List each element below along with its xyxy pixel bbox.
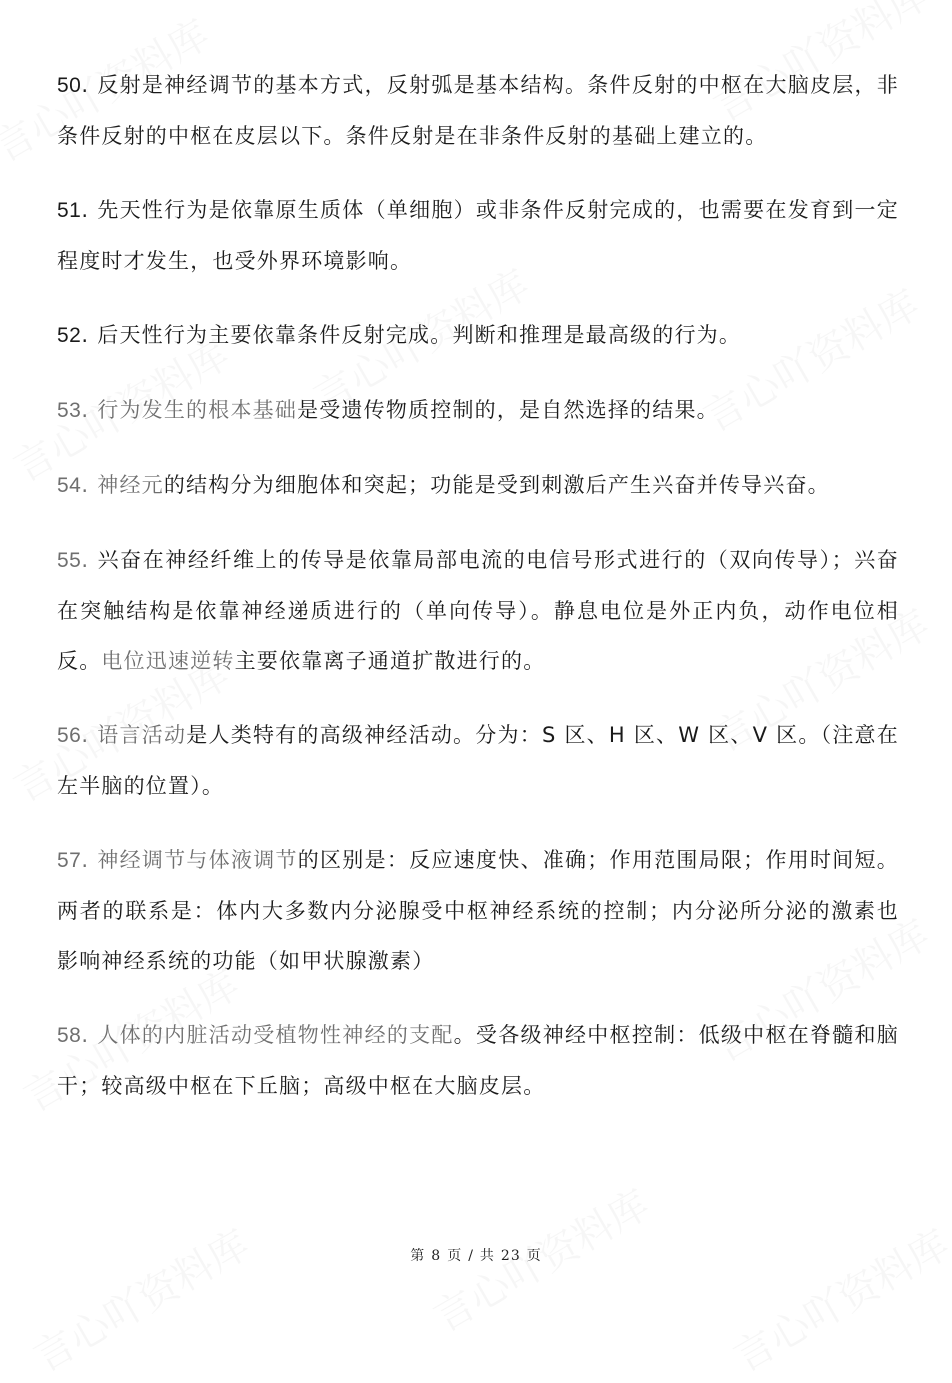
footer-prefix: 第 bbox=[410, 1248, 426, 1264]
page-footer bbox=[0, 1245, 952, 1265]
watermark bbox=[22, 1214, 258, 1383]
total-pages: 23 bbox=[500, 1248, 521, 1264]
item-text: 是人类特有的高级神经活动。分为：S 区、H 区、W 区、V 区。（注意在左半脑的位置）。 bbox=[57, 723, 899, 798]
item-text-highlight: 语言活动 bbox=[97, 723, 187, 747]
footer-page-unit: 页 bbox=[447, 1248, 463, 1264]
page-number: 8 bbox=[431, 1248, 442, 1264]
item-text: 兴奋在神经纤维上的传导是依靠局部电流的电信号形式进行的（双向传导）；兴奋在突触结构是依靠神经递质进行的（单向传导）。静息电位是外正内负，动作电位相反。 bbox=[57, 548, 899, 673]
item-text: 的结构分为细胞体和突起；功能是受到刺激后产生兴奋并传导兴奋。 bbox=[163, 473, 830, 497]
item-text-highlight: 电位迅速逆转 bbox=[101, 649, 235, 673]
footer-separator: / bbox=[468, 1248, 474, 1264]
item-text: 是受遗传物质控制的，是自然选择的结果。 bbox=[297, 398, 719, 422]
item-text-highlight: 行为发生的根本基础 bbox=[97, 398, 298, 422]
item-58: 58. 人体的内脏活动受植物性神经的支配。受各级神经中枢控制：低级中枢在脊髓和脑干；较高级中枢在下丘脑；高级中枢在大脑皮层。 bbox=[57, 1023, 899, 1098]
item-text: 的区别是：反应速度快、准确；作用范围局限；作用时间短。两者的联系是：体内大多数内分泌腺受中枢神经系统的控制；内分泌所分泌的激素也影响神经系统的功能（如甲状腺激素） bbox=[57, 848, 899, 973]
item-56: 56. 语言活动是人类特有的高级神经活动。分为：S 区、H 区、W 区、V 区。（注意在左半脑的位置）。 bbox=[57, 723, 899, 798]
item-number: 55 bbox=[57, 549, 82, 572]
footer-total-unit: 页 bbox=[526, 1248, 542, 1264]
footer-total-prefix: 共 bbox=[479, 1248, 495, 1264]
item-number: 50 bbox=[57, 74, 82, 97]
item-number: 51 bbox=[57, 199, 82, 222]
watermark bbox=[722, 1214, 952, 1383]
document-body bbox=[57, 60, 899, 1135]
item-text: 反射是神经调节的基本方式，反射弧是基本结构。条件反射的中枢在大脑皮层，非条件反射的中枢在皮层以下。条件反射是在非条件反射的基础上建立的。 bbox=[57, 73, 899, 148]
item-55: 55. 兴奋在神经纤维上的传导是依靠局部电流的电信号形式进行的（双向传导）；兴奋在突触结构是依靠神经递质进行的（单向传导）。静息电位是外正内负，动作电位相反。电位迅速逆转主要依靠离子通道扩散进行的。 bbox=[57, 548, 899, 673]
item-text: 。受各级神经中枢控制：低级中枢在脊髓和脑干；较高级中枢在下丘脑；高级中枢在大脑皮层。 bbox=[57, 1023, 899, 1098]
item-number: 56 bbox=[57, 724, 82, 747]
item-number: 53 bbox=[57, 399, 82, 422]
item-57: 57. 神经调节与体液调节的区别是：反应速度快、准确；作用范围局限；作用时间短。两者的联系是：体内大多数内分泌腺受中枢神经系统的控制；内分泌所分泌的激素也影响神经系统的功能（如甲状腺激素） bbox=[57, 848, 899, 973]
item-text: 先天性行为是依靠原生质体（单细胞）或非条件反射完成的，也需要在发育到一定程度时才发生，也受外界环境影响。 bbox=[57, 198, 899, 273]
item-text-highlight: 人体的内脏活动受植物性神经的支配 bbox=[97, 1023, 454, 1047]
item-text: 后天性行为主要依靠条件反射完成。判断和推理是最高级的行为。 bbox=[97, 323, 742, 347]
item-54: 54. 神经元的结构分为细胞体和突起；功能是受到刺激后产生兴奋并传导兴奋。 bbox=[57, 473, 830, 497]
item-52: 52. 后天性行为主要依靠条件反射完成。判断和推理是最高级的行为。 bbox=[57, 323, 742, 347]
item-text: 主要依靠离子通道扩散进行的。 bbox=[234, 649, 546, 673]
item-text-highlight: 神经调节与体液调节 bbox=[97, 848, 298, 872]
item-51: 51. 先天性行为是依靠原生质体（单细胞）或非条件反射完成的，也需要在发育到一定程度时才发生，也受外界环境影响。 bbox=[57, 198, 899, 273]
item-text-highlight: 神经元 bbox=[97, 473, 164, 497]
item-53: 53. 行为发生的根本基础是受遗传物质控制的，是自然选择的结果。 bbox=[57, 398, 719, 422]
item-number: 58 bbox=[57, 1024, 82, 1047]
item-number: 57 bbox=[57, 849, 82, 872]
item-number: 52 bbox=[57, 324, 82, 347]
item-50: 50. 反射是神经调节的基本方式，反射弧是基本结构。条件反射的中枢在大脑皮层，非条件反射的中枢在皮层以下。条件反射是在非条件反射的基础上建立的。 bbox=[57, 73, 899, 148]
item-number: 54 bbox=[57, 474, 82, 497]
